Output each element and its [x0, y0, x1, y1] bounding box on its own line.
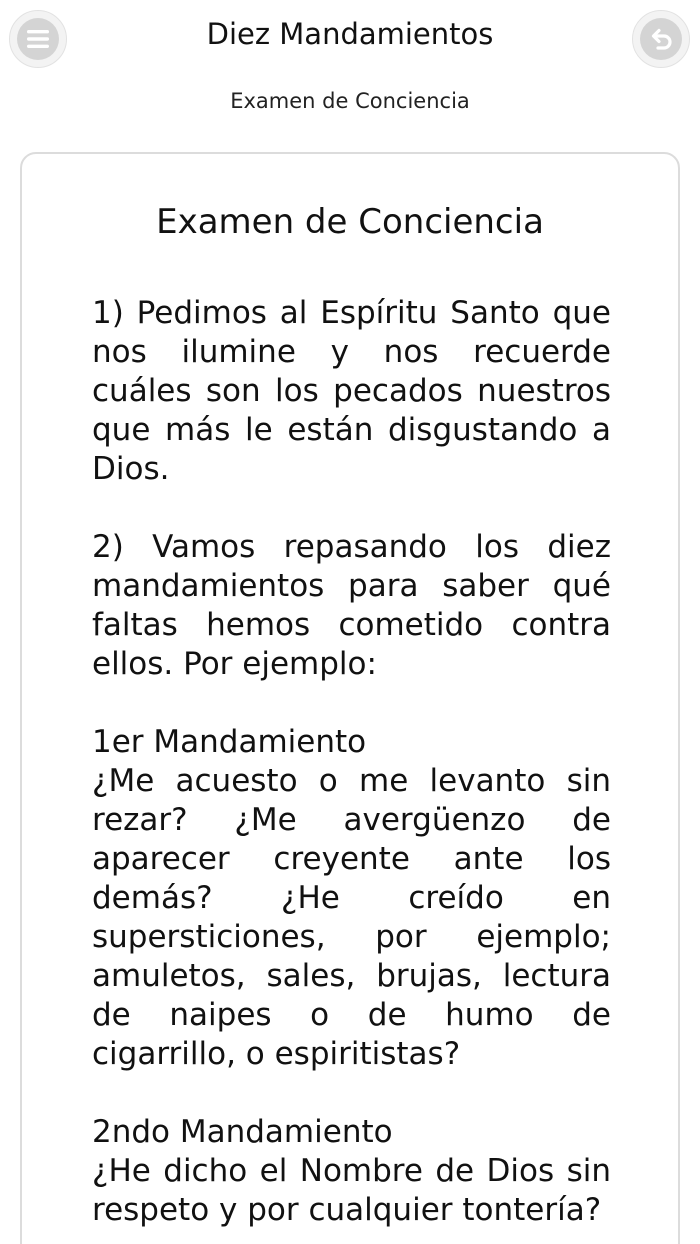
paragraph-text: ¿He dicho el Nombre de Dios sin respeto y por cualquier tontería? — [92, 1153, 611, 1228]
commandment-heading: 2ndo Mandamiento — [92, 1114, 393, 1150]
app-title: Diez Mandamientos — [206, 17, 494, 51]
paragraph-1 — [92, 294, 611, 489]
paragraph-2 — [92, 528, 611, 684]
paragraph-text: 1) Pedimos al Espíritu Santo que nos ilumine y nos recuerde cuáles son los pecados nuestros que más le están disgustando a Dios. — [92, 295, 611, 487]
commandment-heading: 1er Mandamiento — [92, 724, 367, 760]
content-card[interactable] — [20, 152, 680, 1244]
undo-back-arrow-icon — [646, 24, 676, 54]
commandment-2-paragraph — [92, 1113, 611, 1230]
commandment-1-paragraph — [92, 723, 611, 1074]
paragraph-text: ¿Me acuesto o me levanto sin rezar? ¿Me avergüenzo de aparecer creyente ante los demás? ¿He creído en supersticiones, por ejemplo; amuletos, sales, brujas, lectura de naipes o de humo de cigarrillo, o espiritistas? — [92, 763, 611, 1072]
page-subtitle: Examen de Conciencia — [230, 89, 470, 113]
card-body — [92, 294, 611, 1244]
paragraph-text: 2) Vamos repasando los diez mandamientos para saber qué faltas hemos cometido contra ellos. Por ejemplo: — [92, 529, 611, 682]
back-button[interactable] — [632, 10, 690, 68]
card-title: Examen de Conciencia — [156, 202, 544, 242]
